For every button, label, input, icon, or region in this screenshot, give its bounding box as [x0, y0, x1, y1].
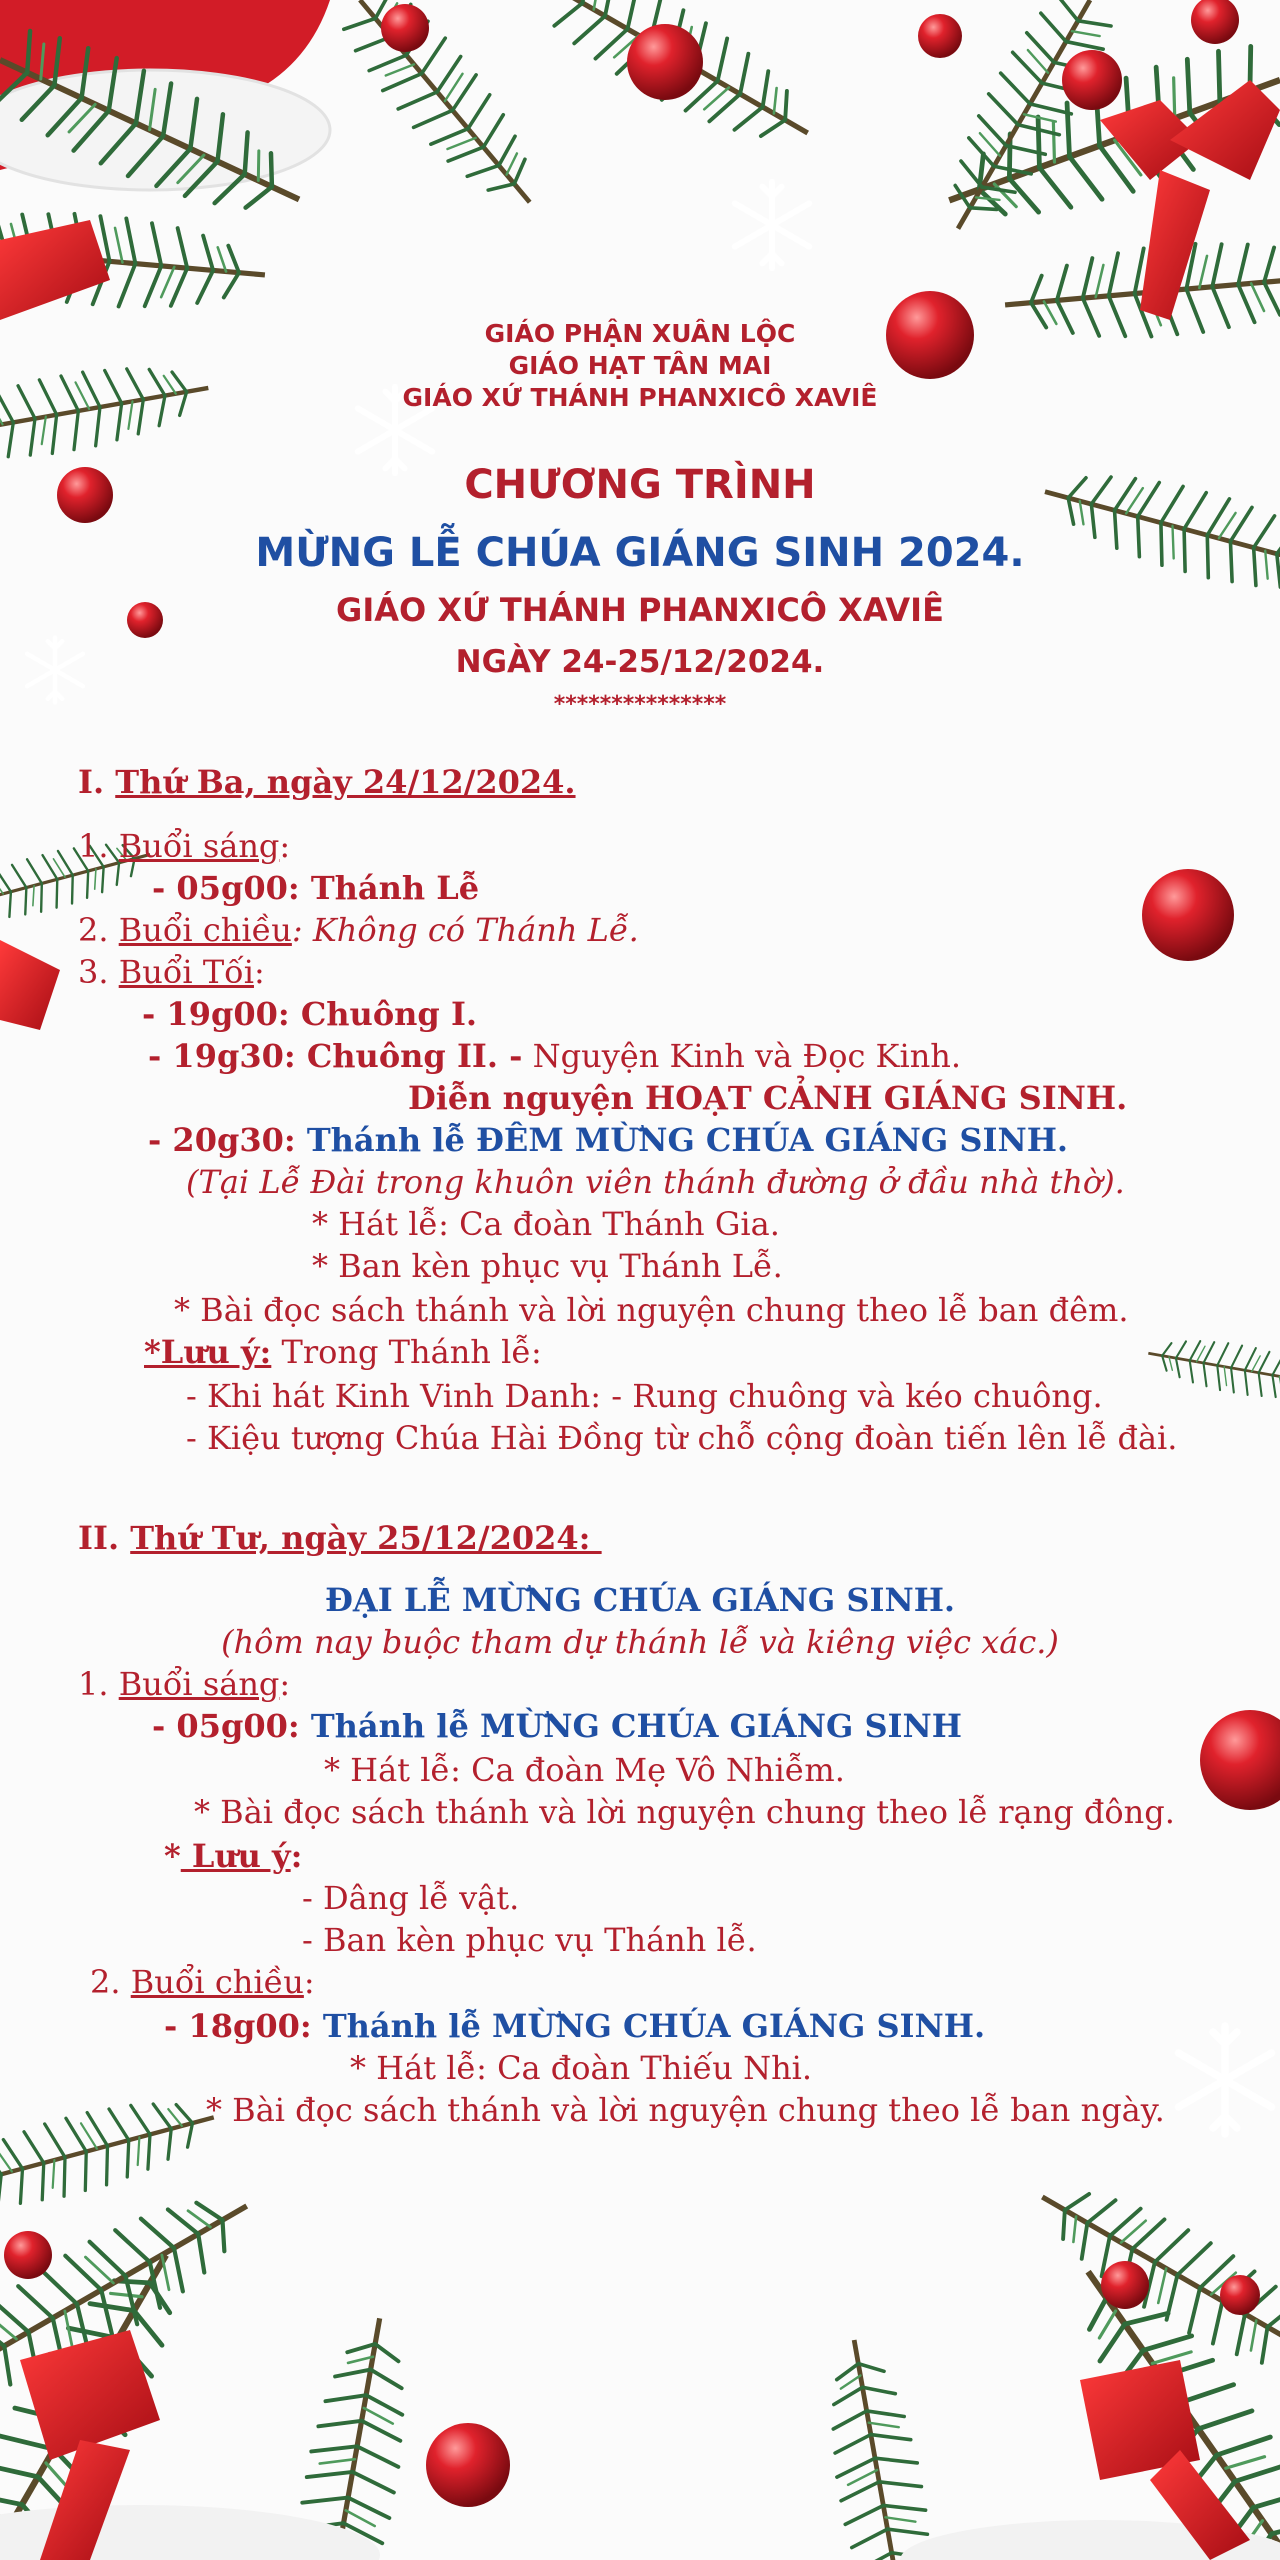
night-mass-band: * Ban kèn phục vụ Thánh Lễ. — [312, 1247, 783, 1285]
note-label: *Lưu ý: — [144, 1333, 272, 1371]
section2-morning-line — [78, 1664, 290, 1704]
program-dates: NGÀY 24-25/12/2024. — [455, 644, 825, 680]
night-mass-choir: * Hát lễ: Ca đoàn Thánh Gia. — [312, 1205, 780, 1243]
colon: : — [290, 1837, 303, 1875]
stars-divider: *************** — [553, 692, 727, 717]
obligation-note: (hôm nay buộc tham dự thánh lễ và kiêng việc xác.) — [221, 1623, 1059, 1661]
afternoon-label: Buổi chiều — [118, 911, 292, 949]
note-band: - Ban kèn phục vụ Thánh lễ. — [302, 1921, 757, 1959]
night-mass-line — [148, 1120, 1068, 1160]
section1-afternoon-line — [78, 910, 639, 950]
feast-title: ĐẠI LỄ MỪNG CHÚA GIÁNG SINH. — [324, 1581, 956, 1619]
note-offerings: - Dâng lễ vật. — [302, 1879, 520, 1917]
section2-heading — [78, 1518, 602, 1558]
item-number: 3. — [78, 953, 109, 991]
section1-morning-mass: - 05g00: Thánh Lễ — [152, 869, 480, 907]
bell-two-line — [148, 1036, 961, 1076]
item-number: 1. — [78, 1665, 109, 1703]
afternoon-label: Buổi chiều — [130, 1963, 304, 2001]
section1-numeral: I. — [78, 763, 105, 801]
colon: : — [279, 1665, 291, 1703]
program-title: CHƯƠNG TRÌNH — [464, 462, 816, 508]
item-number: 2. — [90, 1963, 121, 2001]
colon: : — [253, 953, 265, 991]
dawn-mass-time: - 05g00: — [152, 1707, 300, 1745]
note-star: * — [164, 1837, 181, 1875]
day-mass-readings: * Bài đọc sách thánh và lời nguyện chung theo lễ ban ngày. — [206, 2091, 1165, 2129]
colon: : — [303, 1963, 315, 2001]
night-mass-time: - 20g30: — [148, 1121, 296, 1159]
item-number: 1. — [78, 827, 109, 865]
bell-two-text: Nguyện Kinh và Đọc Kinh. — [522, 1037, 962, 1075]
item-number: 2. — [78, 911, 109, 949]
night-mass-location: (Tại Lễ Đài trong khuôn viên thánh đường ở đầu nhà thờ). — [186, 1163, 1125, 1201]
note-text: Trong Thánh lễ: — [271, 1333, 542, 1371]
night-mass-title: Thánh lễ ĐÊM MỪNG CHÚA GIÁNG SINH. — [295, 1121, 1069, 1159]
section2-numeral: II. — [78, 1519, 120, 1557]
bell-one: - 19g00: Chuông I. — [142, 995, 478, 1033]
dawn-mass-choir: * Hát lễ: Ca đoàn Mẹ Vô Nhiễm. — [324, 1751, 845, 1789]
note-procession: - Kiệu tượng Chúa Hài Đồng từ chỗ cộng đoàn tiến lên lễ đài. — [186, 1419, 1178, 1457]
dawn-mass-title: Thánh lễ MỪNG CHÚA GIÁNG SINH — [299, 1707, 962, 1745]
parish-line: GIÁO XỨ THÁNH PHANXICÔ XAVIÊ — [336, 591, 944, 629]
section2-afternoon-line — [90, 1962, 315, 2002]
section1-heading — [78, 762, 576, 802]
day-mass-title: Thánh lễ MỪNG CHÚA GIÁNG SINH. — [311, 2007, 986, 2045]
afternoon-note: : Không có Thánh Lễ. — [291, 911, 639, 949]
section1-morning-line — [78, 826, 290, 866]
note-gloria: - Khi hát Kinh Vinh Danh: - Rung chuông và kéo chuông. — [186, 1377, 1103, 1415]
day-mass-line — [164, 2006, 985, 2046]
section1-heading-text: Thứ Ba, ngày 24/12/2024. — [115, 763, 576, 801]
day-mass-time: - 18g00: — [164, 2007, 312, 2045]
nativity-play: Diễn nguyện HOẠT CẢNH GIÁNG SINH. — [408, 1079, 1128, 1117]
evening-label: Buổi Tối — [118, 953, 254, 991]
parish-name: GIÁO XỨ THÁNH PHANXICÔ XAVIÊ — [402, 383, 878, 412]
dawn-mass-readings: * Bài đọc sách thánh và lời nguyện chung theo lễ rạng đông. — [194, 1793, 1175, 1831]
morning-label: Buổi sáng — [118, 827, 280, 865]
dawn-mass-line — [152, 1706, 962, 1746]
section2-note — [164, 1836, 302, 1876]
day-mass-choir: * Hát lễ: Ca đoàn Thiếu Nhi. — [350, 2049, 813, 2087]
note-label: Lưu ý — [180, 1837, 291, 1875]
section2-heading-text: Thứ Tư, ngày 25/12/2024: — [130, 1519, 602, 1557]
night-mass-readings: * Bài đọc sách thánh và lời nguyện chung theo lễ ban đêm. — [174, 1291, 1129, 1329]
colon: : — [279, 827, 291, 865]
deanery-name: GIÁO HẠT TÂN MAI — [508, 351, 772, 380]
morning-label: Buổi sáng — [118, 1665, 280, 1703]
program-subtitle: MỪNG LỄ CHÚA GIÁNG SINH 2024. — [255, 530, 1025, 576]
section1-evening-line — [78, 952, 265, 992]
section1-note — [144, 1332, 542, 1372]
bell-two: - 19g30: Chuông II. - — [148, 1037, 523, 1075]
diocese-name: GIÁO PHẬN XUÂN LỘC — [484, 319, 796, 348]
